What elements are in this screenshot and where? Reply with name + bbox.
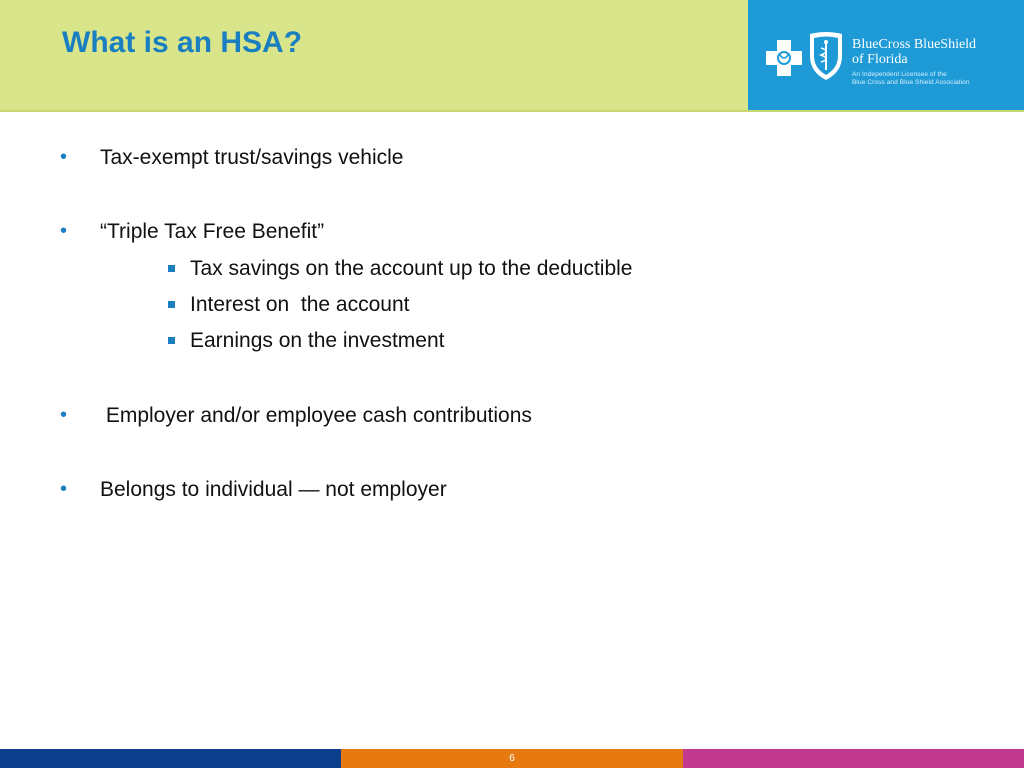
slide-title: What is an HSA? bbox=[62, 26, 303, 59]
bullet-dot: • bbox=[60, 146, 68, 168]
bullet-item bbox=[60, 220, 325, 244]
logo-name-line2: of Florida bbox=[852, 52, 908, 67]
bullet-dot: • bbox=[60, 478, 68, 500]
logo-tagline-line1: An Independent Licensee of the bbox=[852, 71, 947, 78]
sub-bullet-item bbox=[190, 329, 444, 353]
logo-tagline-line2: Blue Cross and Blue Shield Association bbox=[852, 79, 970, 86]
sub-bullet-text: Tax savings on the account up to the deductible bbox=[190, 257, 633, 280]
page-number: 6 bbox=[509, 753, 515, 764]
header-divider bbox=[0, 110, 1024, 112]
bullet-item bbox=[60, 146, 404, 170]
sub-bullet-item bbox=[190, 293, 409, 317]
sub-bullet-square bbox=[168, 265, 175, 272]
sub-bullet-square bbox=[168, 337, 175, 344]
sub-bullet-square bbox=[168, 301, 175, 308]
sub-bullet-text: Interest on the account bbox=[190, 293, 410, 316]
blue-cross-icon bbox=[764, 38, 804, 78]
bullet-dot: • bbox=[60, 220, 68, 242]
bullet-dot: • bbox=[60, 404, 68, 426]
bullet-text: “Triple Tax Free Benefit” bbox=[100, 220, 325, 243]
blue-shield-icon bbox=[806, 30, 846, 82]
bullet-item bbox=[60, 404, 532, 428]
sub-bullet-item bbox=[190, 257, 632, 281]
bullet-text: Belongs to individual — not employer bbox=[100, 478, 447, 501]
footer-segment-magenta bbox=[683, 749, 1024, 768]
bullet-text: Employer and/or employee cash contributions bbox=[100, 404, 532, 427]
sub-bullet-text: Earnings on the investment bbox=[190, 329, 445, 352]
bullet-item bbox=[60, 478, 447, 502]
logo-name-line1: BlueCross BlueShield bbox=[852, 37, 977, 52]
bullet-text: Tax-exempt trust/savings vehicle bbox=[100, 146, 404, 169]
footer-segment-blue bbox=[0, 749, 341, 768]
